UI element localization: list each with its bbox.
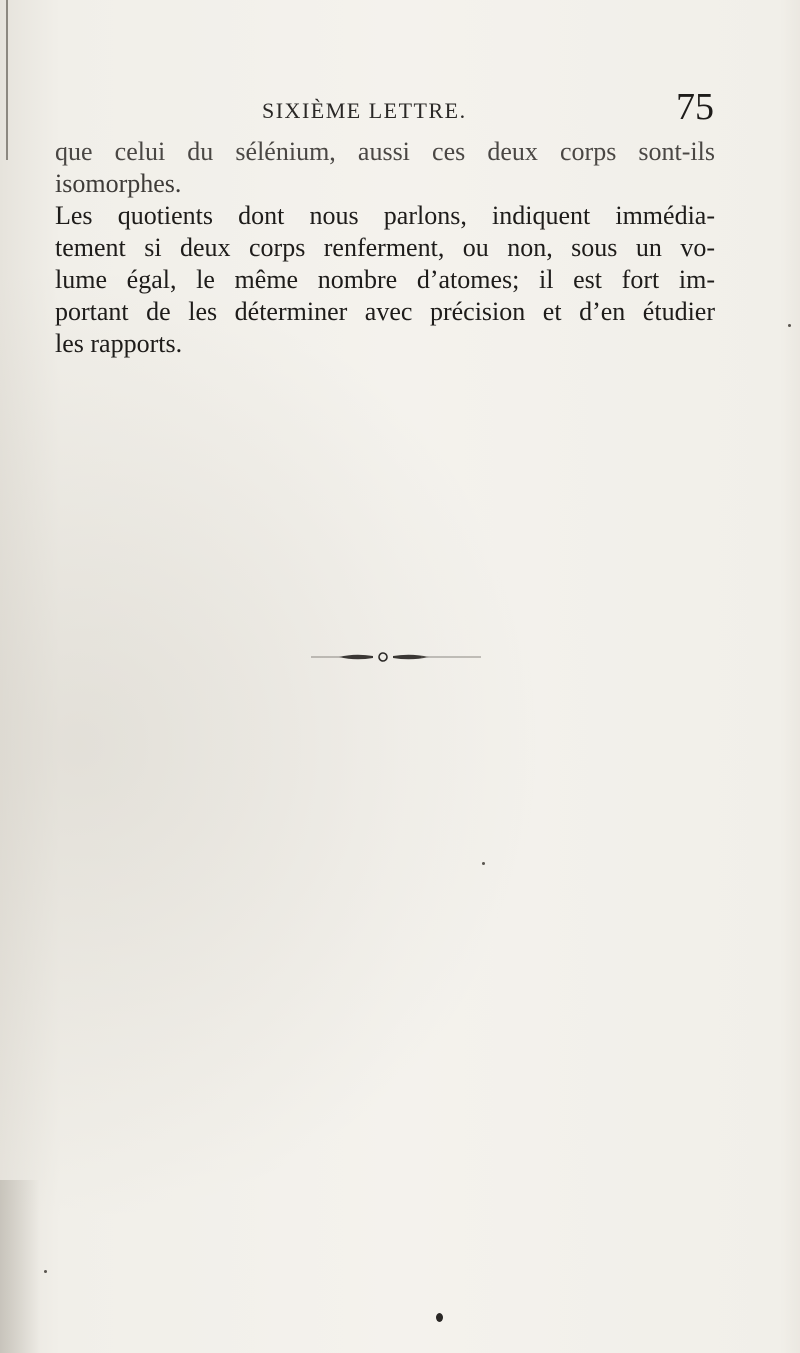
- printer-mark: [436, 1313, 443, 1322]
- paper-speck: [482, 862, 485, 865]
- text-line: portant de les déterminer avec précision et d’en étudier: [55, 297, 715, 326]
- text-line: que celui du sélénium, aussi ces deux corps sont-ils: [55, 137, 715, 166]
- page-number: 75: [676, 86, 714, 128]
- running-header: [262, 88, 714, 132]
- tailpiece-ornament-icon: [311, 650, 481, 664]
- text-line: isomorphes.: [55, 169, 182, 198]
- running-title: SIXIÈME LETTRE.: [262, 98, 467, 123]
- paper-speck: [44, 1270, 47, 1273]
- text-line: tement si deux corps renferment, ou non, sous un vo-: [55, 233, 715, 262]
- body-text: [55, 136, 715, 360]
- page-edge-line: [6, 0, 8, 160]
- paper-speck: [788, 324, 791, 327]
- page-edge-shadow: [0, 1180, 40, 1353]
- text-line: les rapports.: [55, 329, 183, 358]
- text-line: Les quotients dont nous parlons, indiquent immédia-: [55, 201, 715, 230]
- text-line: lume égal, le même nombre d’atomes; il est fort im-: [55, 265, 715, 294]
